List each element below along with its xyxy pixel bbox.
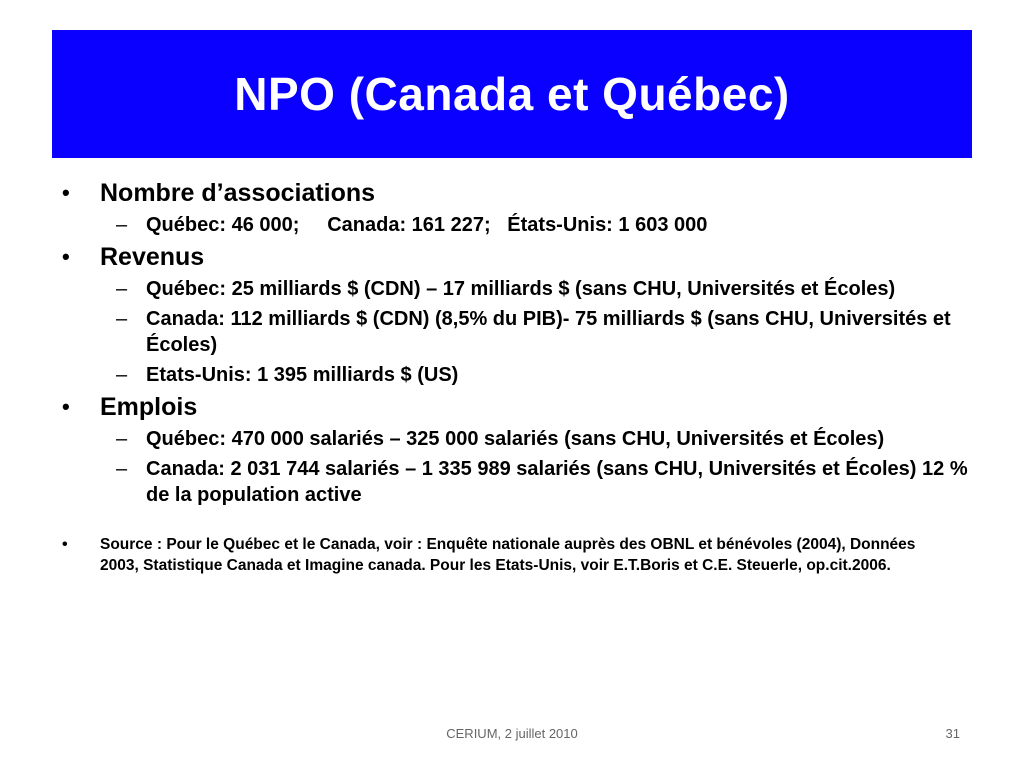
sub-bullet-text: Québec: 46 000; Canada: 161 227; États-Unis: 1 603 000 [146,214,708,236]
sub-bullet [60,306,970,358]
bullet-label: Emplois [100,393,198,421]
slide-body [60,178,970,576]
sub-bullet-text: Etats-Unis: 1 395 milliards $ (US) [146,364,459,386]
bullet-label: Nombre d’associations [100,179,376,207]
dash-icon: – [116,458,128,480]
title-banner [52,30,972,158]
sub-bullet [60,456,970,508]
dash-icon: – [116,428,128,450]
dash-icon: – [116,278,128,300]
bullet-label: Revenus [100,243,205,271]
sub-bullet-text: Canada: 112 milliards $ (CDN) (8,5% du PIB)- 75 milliards $ (sans CHU, Universités et Écoles) [146,308,951,356]
spacer [60,512,970,534]
footer-text: CERIUM, 2 juillet 2010 [446,726,578,741]
dash-icon: – [116,214,128,236]
bullet-dot-icon: • [62,536,68,553]
bullet-dot-icon: • [62,180,70,205]
bullet-emplois [60,392,970,422]
dash-icon: – [116,308,128,330]
page-number: 31 [945,726,960,741]
sub-bullet [60,362,970,388]
sub-bullet-text: Québec: 25 milliards $ (CDN) – 17 milliards $ (sans CHU, Universités et Écoles) [146,278,896,300]
sub-bullet [60,212,970,238]
source-text: Source : Pour le Québec et le Canada, voir : Enquête nationale auprès des OBNL et bénévoles (2004), Données 2003, Statistique Canada et Imagine canada. Pour les Etats-Unis, voir E.T.Boris et C.E. Steuerle, op.cit.2006. [100,536,916,574]
bullet-dot-icon: • [62,394,70,419]
sub-bullet-text: Canada: 2 031 744 salariés – 1 335 989 salariés (sans CHU, Universités et Écoles) 12 % de la population active [146,458,968,506]
bullet-revenus [60,242,970,272]
bullet-nombre-associations [60,178,970,208]
sub-bullet [60,426,970,452]
sub-bullet [60,276,970,302]
bullet-dot-icon: • [62,244,70,269]
slide-title: NPO (Canada et Québec) [234,68,790,120]
sub-bullet-text: Québec: 470 000 salariés – 325 000 salariés (sans CHU, Universités et Écoles) [146,428,885,450]
source-note [60,534,930,576]
dash-icon: – [116,364,128,386]
